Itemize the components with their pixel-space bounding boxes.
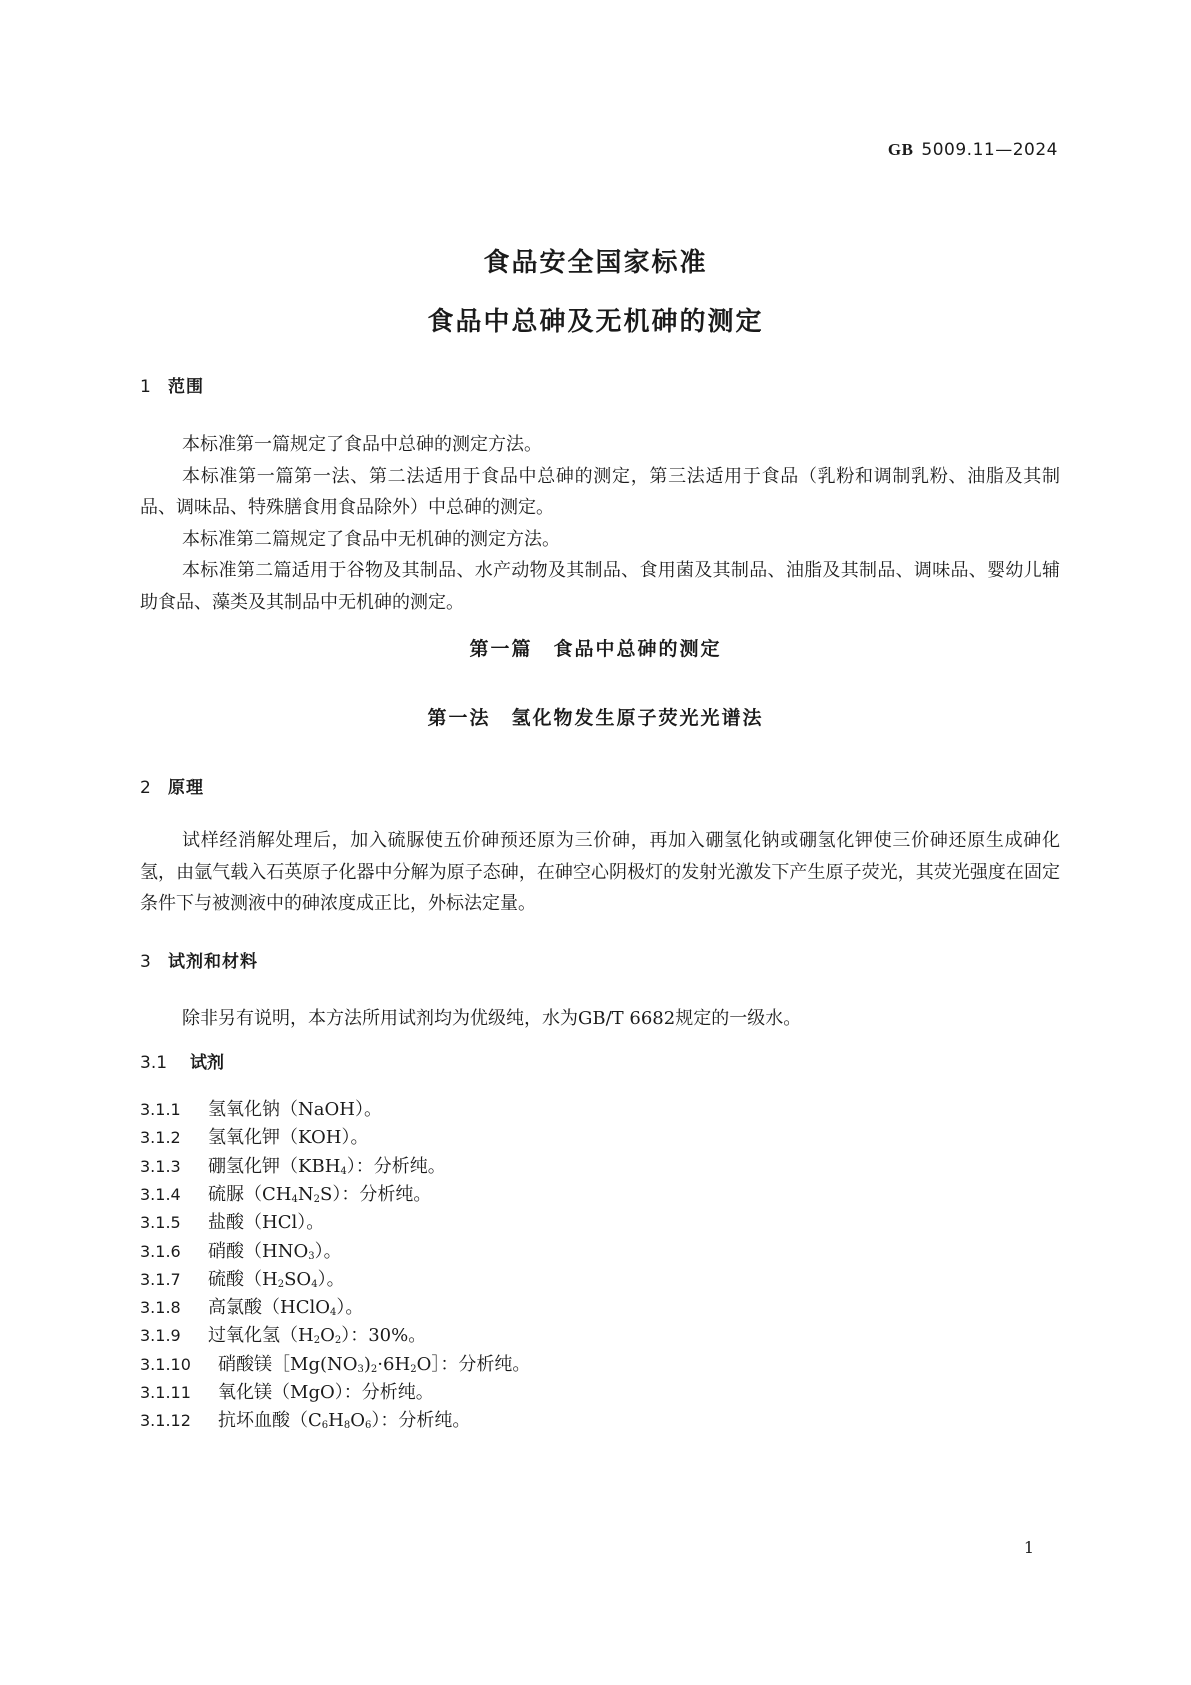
section-1-body bbox=[140, 429, 1060, 618]
reagent-item: 3.1.11 氧化镁（MgO）：分析纯。 bbox=[140, 1382, 434, 1403]
reagent-note: 分析纯 bbox=[373, 1155, 428, 1177]
reagent-name: 氧化镁 bbox=[218, 1382, 272, 1403]
reagent-item: 3.1.6 硝酸$(HNO_3)$。 bbox=[140, 1240, 342, 1262]
reagent-note: 分析纯 bbox=[361, 1382, 416, 1403]
reagent-formula: $HNO_3$ bbox=[262, 1240, 315, 1262]
section-number: 2 bbox=[140, 778, 152, 798]
section-2-paragraph: 试样经消解处理后，加入硫脲使五价砷预还原为三价砷，再加入硼氢化钠或硼氢化钾使三价砷还原生成砷化氢，由氩气载入石英原子化器中分解为原子态砷，在砷空心阴极灯的发射光激发下产生原子荧光，其荧光强度在固定条件下与被测液中的砷浓度成正比，外标法定量。 bbox=[140, 830, 1060, 914]
standard-code bbox=[888, 140, 1058, 160]
reagent-formula: NaOH bbox=[298, 1099, 355, 1120]
reagent-item: 3.1.3 硼氢化钾$(KBH_4)$：分析纯。 bbox=[140, 1155, 446, 1177]
reagent-formula: HClO$_4$ bbox=[280, 1297, 337, 1319]
reagent-formula: KOH bbox=[298, 1127, 342, 1149]
reagent-formula: $CH_4N_2S$ bbox=[262, 1183, 333, 1205]
reagent-number: 3.1.10 bbox=[140, 1354, 191, 1374]
section-title: 原理 bbox=[168, 778, 204, 798]
reagent-note: 分析纯 bbox=[398, 1410, 453, 1432]
reagent-note: 30% bbox=[368, 1325, 409, 1347]
reagent-formula: MgO bbox=[290, 1382, 335, 1403]
reagent-number: 3.1.1 bbox=[140, 1100, 181, 1119]
reagent-name: 高氯酸 bbox=[208, 1297, 262, 1319]
paragraph: 本标准第一篇第一法、第二法适用于食品中总砷的测定，第三法适用于食品（乳粉和调制乳粉、油脂及其制品、调味品、特殊膳食用食品除外）中总砷的测定。 bbox=[140, 465, 1060, 518]
reagent-name: 硝酸镁 bbox=[218, 1353, 272, 1375]
section-title: 试剂和材料 bbox=[168, 952, 258, 972]
reagent-number: 3.1.8 bbox=[140, 1298, 181, 1318]
reagent-name: 硫酸 bbox=[208, 1268, 244, 1290]
paragraph: 本标准第二篇适用于谷物及其制品、水产动物及其制品、食用菌及其制品、油脂及其制品、调味品、婴幼儿辅助食品、藻类及其制品中无机砷的测定。 bbox=[140, 560, 1060, 613]
section-2-heading bbox=[140, 773, 204, 798]
document-title-main: 食品安全国家标准 bbox=[483, 248, 708, 278]
subsection-title: 试剂 bbox=[190, 1053, 224, 1073]
reagent-number: 3.1.12 bbox=[140, 1411, 191, 1431]
standard-number: 5009.11—2024 bbox=[921, 140, 1058, 160]
method-title: 第一法 氢化物发生原子荧光光谱法 bbox=[427, 707, 764, 729]
reagent-name: 过氧化氢 bbox=[208, 1325, 280, 1347]
reagent-item: 3.1.2 氢氧化钾（KOH）。 bbox=[140, 1127, 369, 1149]
reagent-name: 盐酸 bbox=[208, 1212, 244, 1234]
page-number: 1 bbox=[1023, 1538, 1034, 1557]
reagent-formula: $C_6H_8O_6$ bbox=[308, 1410, 372, 1432]
reagent-item: 3.1.7 硫酸$(H_2SO_4)$。 bbox=[140, 1268, 345, 1290]
reagent-number: 3.1.3 bbox=[140, 1156, 181, 1176]
reagent-number: 3.1.4 bbox=[140, 1184, 181, 1204]
reagent-name: 硼氢化钾 bbox=[208, 1155, 280, 1177]
section-title: 范围 bbox=[168, 377, 204, 397]
reagent-item: 3.1.1 氢氧化钠（NaOH）。 bbox=[140, 1099, 382, 1120]
reagent-item: 3.1.9 过氧化氢$(H_2O_2)$：30%。 bbox=[140, 1325, 427, 1347]
reagent-number: 3.1.11 bbox=[140, 1383, 191, 1402]
reagent-name: 抗坏血酸 bbox=[218, 1410, 290, 1432]
section-number: 1 bbox=[140, 377, 152, 397]
reagent-item: 3.1.10 硝酸镁$[Mg(NO_3)_2\cdot 6H_2O]$：分析纯。 bbox=[140, 1353, 531, 1375]
subsection-3-1-heading bbox=[140, 1048, 224, 1073]
section-3-heading bbox=[140, 947, 258, 972]
subsection-number: 3.1 bbox=[140, 1053, 168, 1073]
reagent-item: 3.1.8 高氯酸（HClO$_4$）。 bbox=[140, 1297, 364, 1319]
reagent-number: 3.1.2 bbox=[140, 1128, 181, 1148]
reagent-number: 3.1.5 bbox=[140, 1213, 181, 1233]
reagent-note: 分析纯 bbox=[359, 1183, 414, 1205]
standard-prefix: GB bbox=[887, 140, 914, 159]
paragraph: 本标准第二篇规定了食品中无机砷的测定方法。 bbox=[182, 528, 560, 550]
reagent-name: 硫脲 bbox=[208, 1183, 244, 1205]
reagent-name: 氢氧化钠 bbox=[208, 1099, 280, 1120]
reagent-number: 3.1.6 bbox=[140, 1241, 181, 1261]
paragraph: 本标准第一篇规定了食品中总砷的测定方法。 bbox=[182, 434, 542, 455]
reagent-item: 3.1.12 抗坏血酸$(C_6H_8O_6)$：分析纯。 bbox=[140, 1410, 471, 1432]
reagent-name: 硝酸 bbox=[208, 1240, 244, 1262]
reagent-formula: $H_2O_2$ bbox=[298, 1325, 342, 1347]
reagent-formula: HCl bbox=[262, 1212, 298, 1234]
reagent-number: 3.1.9 bbox=[140, 1326, 181, 1346]
reagent-name: 氢氧化钾 bbox=[208, 1127, 280, 1149]
section-1-heading bbox=[140, 372, 204, 397]
section-number: 3 bbox=[140, 952, 152, 972]
reagent-formula: $KBH_4$ bbox=[298, 1155, 347, 1177]
part-title: 第一篇 食品中总砷的测定 bbox=[469, 638, 722, 660]
document-title-sub: 食品中总砷及无机砷的测定 bbox=[427, 307, 764, 337]
reagent-item: 3.1.4 硫脲$(CH_4N_2S)$：分析纯。 bbox=[140, 1183, 432, 1205]
reagent-formula: $Mg(NO_3)_2\cdot 6H_2O$ bbox=[290, 1353, 432, 1375]
reagent-number: 3.1.7 bbox=[140, 1269, 181, 1289]
section-3-paragraph: 除非另有说明，本方法所用试剂均为优级纯，水为GB/T 6682规定的一级水。 bbox=[182, 1008, 802, 1029]
reagent-item: 3.1.5 盐酸（HCl）。 bbox=[140, 1212, 325, 1234]
reagent-note: 分析纯 bbox=[458, 1353, 513, 1375]
reagent-formula: $H_2SO_4$ bbox=[262, 1268, 318, 1290]
